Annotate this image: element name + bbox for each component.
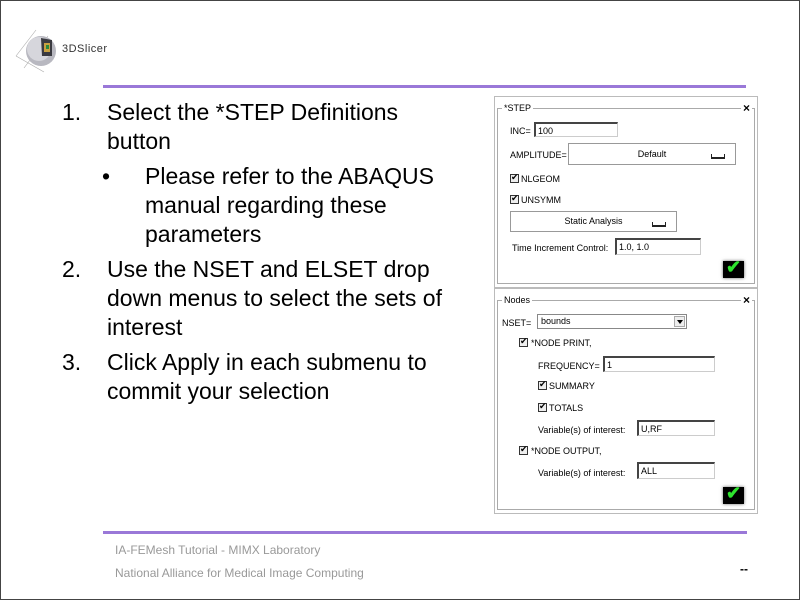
step-apply-button[interactable] <box>723 261 744 278</box>
analysis-type-menu-button[interactable] <box>510 211 677 232</box>
item-number: 3. <box>62 349 82 375</box>
print-variables-label: Variable(s) of interest: <box>538 425 626 435</box>
item-text: Click Apply in each submenu to commit your selection <box>107 349 427 404</box>
item-text: Select the *STEP Definitions button <box>107 99 399 154</box>
close-icon[interactable]: × <box>742 101 750 115</box>
node-output-checkbox[interactable] <box>519 446 528 455</box>
nset-label: NSET= <box>502 318 532 328</box>
output-variables-input[interactable]: ALL <box>637 462 715 479</box>
node-print-checkbox[interactable] <box>519 338 528 347</box>
nodes-panel-title: Nodes <box>504 295 531 305</box>
amplitude-label: AMPLITUDE= <box>510 150 567 160</box>
unsymm-checkbox[interactable] <box>510 195 519 204</box>
close-icon[interactable]: × <box>742 293 750 307</box>
nodes-apply-button[interactable] <box>723 487 744 504</box>
frequency-input[interactable]: 1 <box>603 356 715 372</box>
list-item <box>62 255 447 342</box>
totals-label: TOTALS <box>549 403 584 413</box>
unsymm-label: UNSYMM <box>521 195 561 205</box>
item-number: 2. <box>62 256 82 282</box>
footer-rule <box>103 531 747 534</box>
summary-checkbox[interactable] <box>538 381 547 390</box>
instruction-list <box>62 98 462 412</box>
amplitude-menu-button[interactable] <box>568 143 736 165</box>
inc-input[interactable]: 100 <box>534 122 618 137</box>
item-number: 1. <box>62 99 82 125</box>
page-number: -- <box>740 562 748 576</box>
time-increment-input[interactable]: 1.0, 1.0 <box>615 238 701 255</box>
totals-checkbox[interactable] <box>538 403 547 412</box>
item-text: Use the NSET and ELSET drop down menus to select the sets of interest <box>107 256 442 340</box>
time-increment-label: Time Increment Control: <box>512 243 609 253</box>
print-variables-input[interactable]: U,RF <box>637 420 715 436</box>
sub-list-item <box>62 162 435 249</box>
sub-item-text: Please refer to the ABAQUS manual regarding these parameters <box>145 163 434 247</box>
nlgeom-checkbox[interactable] <box>510 174 519 183</box>
step-panel-title: *STEP <box>504 103 532 113</box>
nset-value: bounds <box>541 316 571 326</box>
summary-label: SUMMARY <box>549 381 595 391</box>
step-panel <box>497 101 755 284</box>
nset-dropdown[interactable] <box>537 314 687 329</box>
nlgeom-label: NLGEOM <box>521 174 561 184</box>
nodes-panel <box>497 293 755 510</box>
analysis-type-value: Static Analysis <box>564 216 623 226</box>
dropdown-arrow-icon <box>674 316 685 327</box>
list-item <box>62 348 462 406</box>
logo-text: 3DSlicer <box>62 43 108 55</box>
bullet-icon: • <box>102 163 111 189</box>
node-print-label: *NODE PRINT, <box>531 338 592 348</box>
inc-label: INC= <box>510 126 531 136</box>
amplitude-value: Default <box>637 149 667 159</box>
footer-organization: National Alliance for Medical Image Computing <box>115 566 364 580</box>
menu-indicator-icon <box>652 222 666 227</box>
node-output-label: *NODE OUTPUT, <box>531 446 602 456</box>
list-item <box>62 98 462 156</box>
footer-course: IA-FEMesh Tutorial - MIMX Laboratory <box>115 543 321 557</box>
3dslicer-logo-icon <box>14 26 64 76</box>
frequency-label: FREQUENCY= <box>538 361 600 371</box>
menu-indicator-icon <box>711 154 725 159</box>
output-variables-label: Variable(s) of interest: <box>538 468 626 478</box>
header-rule <box>103 85 746 88</box>
